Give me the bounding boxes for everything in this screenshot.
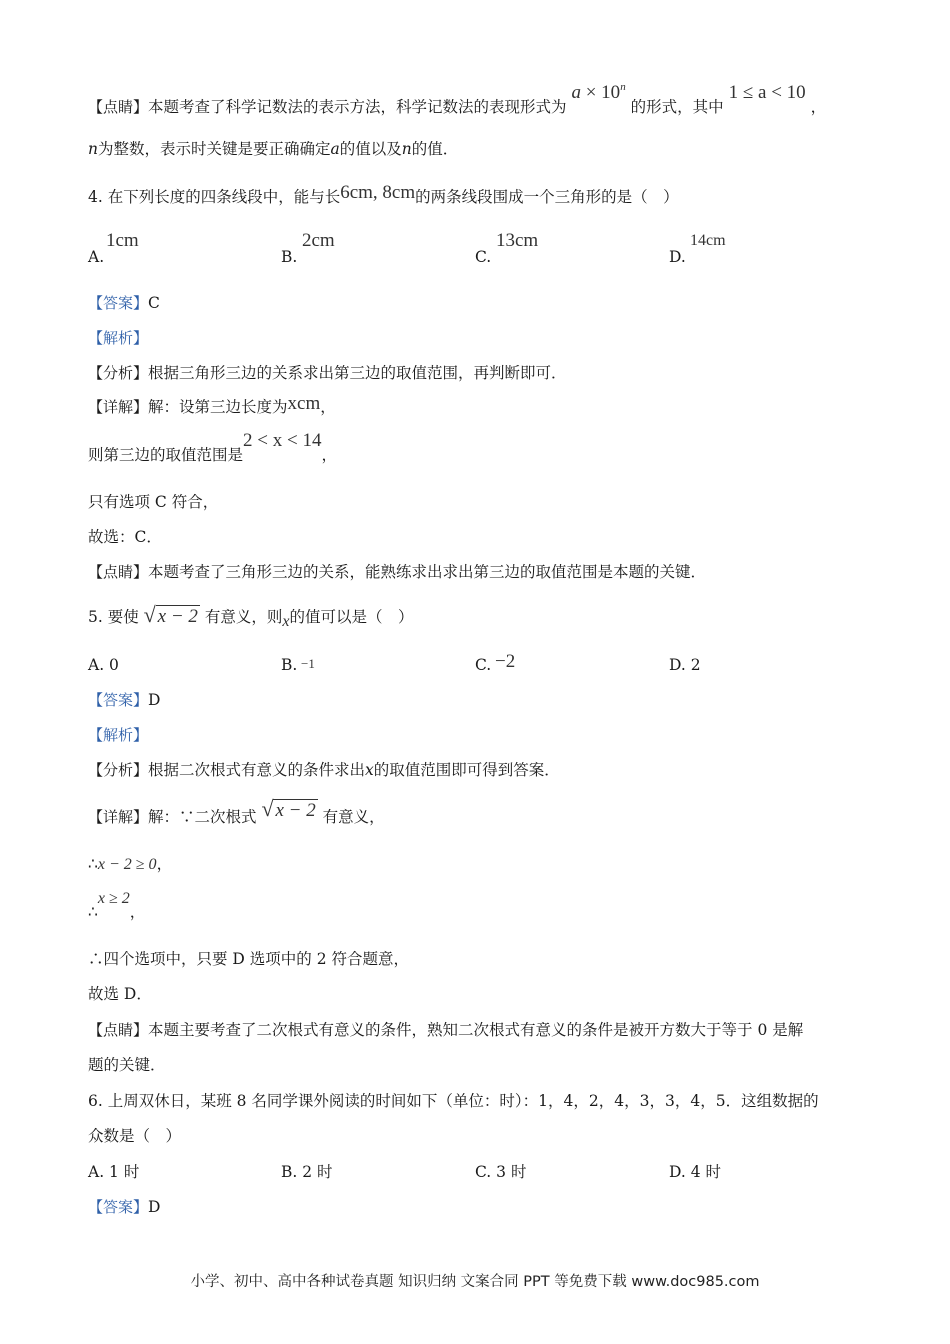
dianjing-tag: 【点睛】: [88, 98, 149, 116]
q4-jiexi-tag: 【解析】: [88, 329, 149, 347]
q6-option-a: A. 1 时: [88, 1163, 140, 1181]
q6-stem-1: 6. 上周双休日，某班 8 名同学课外阅读的时间如下（单位：时）：1，4，2，4，3，3，4，5．这组数据的: [88, 1092, 819, 1110]
q4-choose: 故选：C．: [88, 528, 162, 546]
q4-option-b-label: B.: [281, 248, 298, 266]
q4-option-c-label: C.: [475, 248, 492, 266]
q4-option-a-value: 1cm: [106, 230, 139, 251]
q5-radical-expr: √ x − 2: [143, 602, 198, 627]
sci-notation-expr: $a \times 10^n$: [571, 81, 626, 103]
q4-option-c-value: 13cm: [496, 230, 539, 251]
q4-only: 只有选项 C 符合，: [88, 493, 219, 511]
q4-stem-expr: 6cm, 8cm: [340, 182, 416, 203]
q6-answer: 【答案】D: [88, 1198, 161, 1216]
q4-option-d-label: D.: [669, 248, 686, 266]
q5-dianjing-2: 题的关键．: [88, 1056, 166, 1074]
q6-stem-2: 众数是（ ）: [88, 1127, 182, 1145]
q6-option-c: C. 3 时: [475, 1163, 527, 1181]
q5-xiangjie: 【详解】解：∵二次根式 √ x − 2 有意义，: [88, 796, 385, 826]
q5-jiexi-tag: 【解析】: [88, 726, 149, 744]
q5-option-d: D. 2: [669, 656, 701, 674]
range-expr-a: 1 ≤ a < 10: [728, 82, 806, 103]
q4-option-d-value: 14cm: [690, 232, 726, 249]
q5-step1: ∴x − 2 ≥ 0，: [88, 855, 173, 873]
q5-step2: ∴x ≥ 2，: [88, 890, 146, 921]
q6-option-b: B. 2 时: [281, 1163, 333, 1181]
q4-range-expr: 2 < x < 14: [243, 430, 322, 451]
q4-fenxi: 【分析】根据三角形三边的关系求出第三边的取值范围，再判断即可．: [88, 364, 567, 382]
q5-option-b-value: −1: [301, 656, 315, 671]
q5-choose: 故选 D．: [88, 985, 152, 1003]
q4-dianjing: 【点睛】本题考查了三角形三边的关系，能熟练求出求出第三边的取值范围是本题的关键．: [88, 563, 707, 581]
top-dianjing-line1: 【点睛】本题考查了科学记数法的表示方法，科学记数法的表现形式为 $a \times 10^n$ 的形式，其中 1 ≤ a < 10 ，: [88, 81, 827, 116]
q5-answer: 【答案】D: [88, 691, 161, 709]
page-footer: 小学、初中、高中各种试卷真题 知识归纳 文案合同 PPT 等免费下载 www.doc985.com: [190, 1274, 760, 1290]
top-dianjing-line2: n为整数，表示时关键是要正确确定a的值以及n的值．: [88, 140, 459, 158]
q4-xcm-expr: xcm: [287, 393, 321, 414]
q4-range: 则第三边的取值范围是2 < x < 14，: [88, 430, 337, 464]
q5-option-a: A. 0: [88, 656, 119, 674]
q5-stem: 5. 要使 √ x − 2 有意义，则x的值可以是（ ）: [88, 602, 414, 630]
q4-option-b-value: 2cm: [302, 230, 335, 251]
q5-step3: ∴四个选项中，只要 D 选项中的 2 符合题意，: [88, 950, 409, 968]
q6-option-d: D. 4 时: [669, 1163, 722, 1181]
q5-option-c-label: C.: [475, 656, 492, 674]
q5-fenxi: 【分析】根据二次根式有意义的条件求出x的取值范围即可得到答案．: [88, 761, 560, 779]
q4-xiangjie: 【详解】解：设第三边长度为xcm，: [88, 393, 336, 416]
q5-xiangjie-radical: √ x − 2: [261, 796, 316, 821]
q4-stem: 4. 在下列长度的四条线段中，能与长6cm, 8cm的两条线段围成一个三角形的是（ ）: [88, 182, 679, 206]
q5-option-c-value: −2: [495, 651, 516, 672]
q4-answer: 【答案】C: [88, 294, 160, 312]
q5-dianjing-1: 【点睛】本题主要考查了二次根式有意义的条件，熟知二次根式有意义的条件是被开方数大于等于 0 是解: [88, 1021, 804, 1039]
q5-option-b-label: B.: [281, 656, 298, 674]
q4-option-a-label: A.: [88, 248, 105, 266]
